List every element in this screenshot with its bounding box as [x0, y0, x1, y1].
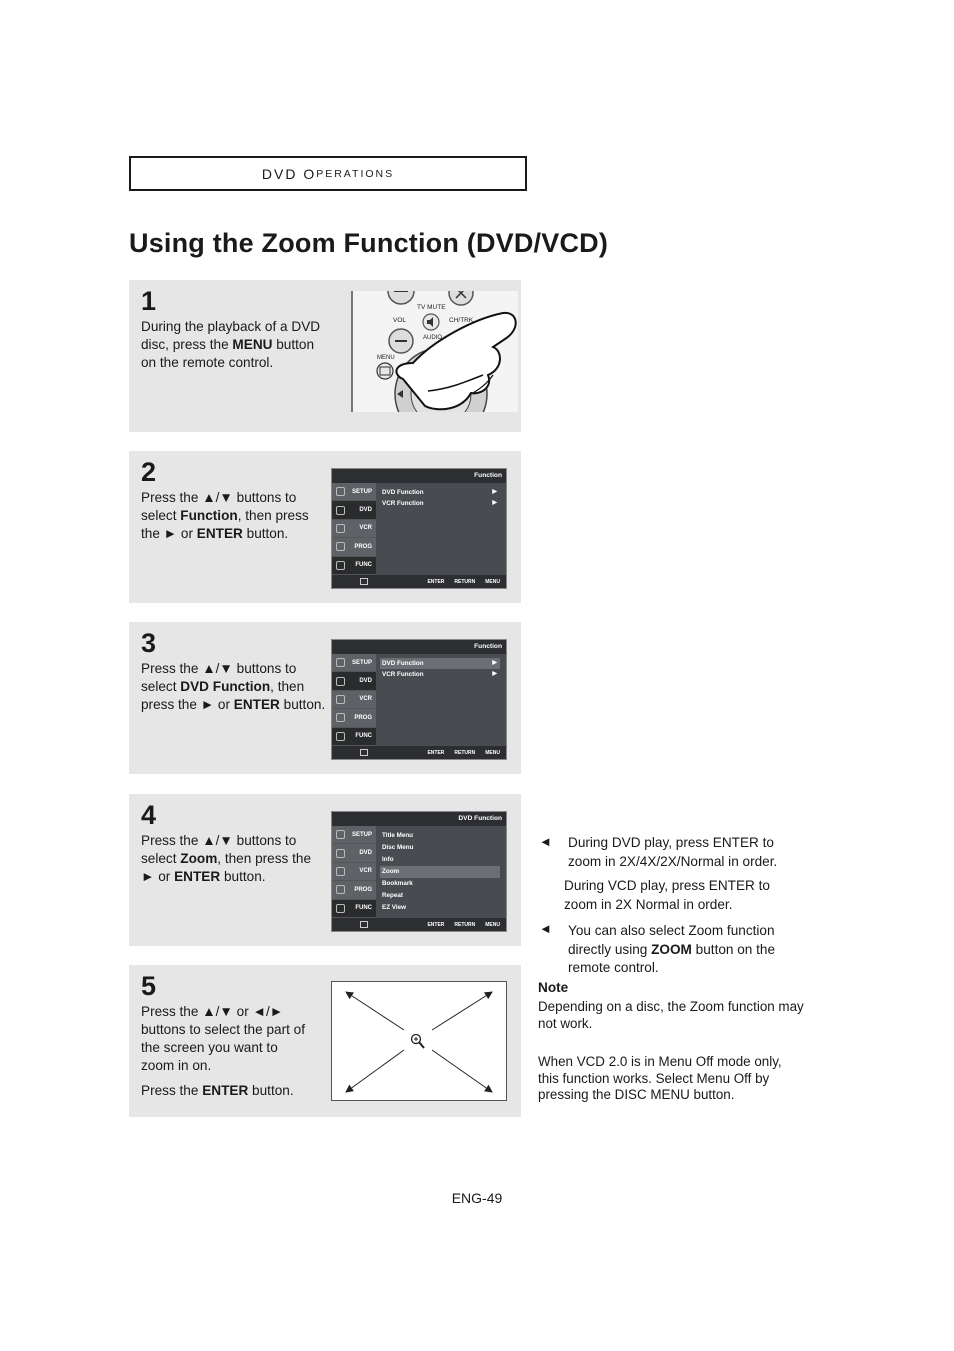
osd-menu — [380, 658, 500, 680]
osd-title: Function — [332, 469, 506, 483]
step-4 — [129, 794, 521, 946]
osd-sidebar-vcr: VCR — [332, 520, 376, 538]
remote-control-illustration — [351, 291, 518, 412]
osd-sidebar-vcr: VCR — [332, 863, 376, 881]
section-header-rest: PERATIONS — [316, 167, 395, 180]
clock-icon — [336, 542, 345, 551]
function-icon — [336, 561, 345, 570]
bullet-arrow-icon: ◄ — [539, 834, 552, 849]
osd-bottombar: ENTER RETURN MENU — [332, 918, 506, 931]
osd-sidebar-dvd: DVD — [332, 501, 376, 519]
note-vcd: When VCD 2.0 is in Menu Off mode only, this function works. Select Menu Off by pressing the DISC MENU button. — [538, 1054, 782, 1102]
dpad-icon — [360, 921, 368, 928]
osd-sidebar-dvd: DVD — [332, 844, 376, 862]
osd-sidebar-vcr: VCR — [332, 691, 376, 709]
disc-icon — [336, 677, 345, 686]
section-header-first: DVD O — [261, 165, 317, 182]
osd-screen — [331, 811, 507, 932]
gear-icon — [336, 830, 345, 839]
osd-menu-item: Repeat — [382, 892, 403, 899]
clock-icon — [336, 885, 345, 894]
osd-menu-item: DVD Function ▶ — [382, 489, 497, 496]
osd-sidebar-dvd: DVD — [332, 672, 376, 690]
remote-hand-icon — [353, 291, 518, 412]
osd-sidebar-setup: SETUP — [332, 826, 376, 844]
tape-icon — [336, 695, 345, 704]
osd-sidebar — [332, 654, 376, 746]
svg-text:VOL: VOL — [393, 317, 407, 324]
disc-icon — [336, 506, 345, 515]
step-3 — [129, 622, 521, 774]
svg-text:AUDIO: AUDIO — [423, 335, 443, 341]
step-number: 5 — [141, 971, 157, 1001]
osd-menu — [380, 830, 500, 914]
dpad-icon — [360, 749, 368, 756]
disc-icon — [336, 849, 345, 858]
tape-icon — [336, 867, 345, 876]
osd-sidebar-func: FUNC — [332, 557, 376, 575]
osd-screen — [331, 639, 507, 760]
arrow-right-icon: ▶ — [492, 489, 497, 495]
page-title: Using the Zoom Function (DVD/VCD) — [129, 228, 609, 258]
osd-title: Function — [332, 640, 506, 654]
zoom-arrows-icon — [332, 982, 506, 1100]
osd-menu-item-selected: DVD Function ▶ — [380, 658, 500, 669]
osd-menu-item-selected: Zoom — [380, 866, 500, 878]
zoom-diagram — [331, 981, 507, 1101]
osd-sidebar — [332, 826, 376, 918]
step-text: Press the ▲/▼ buttons to select Zoom, then press the ► or ENTER button. — [141, 833, 311, 884]
osd-sidebar-setup: SETUP — [332, 654, 376, 672]
osd-menu-item: Bookmark — [382, 880, 413, 887]
bullet-arrow-icon: ◄ — [539, 921, 552, 936]
step-1 — [129, 280, 521, 432]
arrow-right-icon: ▶ — [492, 500, 497, 506]
osd-menu — [380, 487, 500, 509]
step-number: 3 — [141, 628, 157, 658]
page-number: ENG-49 — [451, 1190, 503, 1206]
tip-zoom-button: You can also select Zoom function directly using ZOOM button on the remote control. — [568, 923, 776, 976]
note-disc: Depending on a disc, the Zoom function may not work. — [538, 999, 804, 1031]
osd-bottombar: ENTER RETURN MENU — [332, 575, 506, 588]
osd-menu-item: Title Menu — [382, 832, 414, 839]
osd-menu-item: Info — [382, 856, 394, 863]
step-2 — [129, 451, 521, 603]
dpad-icon — [360, 578, 368, 585]
osd-menu-item: Disc Menu — [382, 844, 414, 851]
osd-sidebar-func: FUNC — [332, 728, 376, 746]
step-number: 2 — [141, 457, 157, 487]
osd-title: DVD Function — [332, 812, 506, 826]
osd-screen — [331, 468, 507, 589]
osd-sidebar-prog: PROG — [332, 538, 376, 556]
svg-text:MENU: MENU — [377, 355, 395, 361]
osd-menu-item: VCR Function ▶ — [382, 671, 497, 678]
function-icon — [336, 904, 345, 913]
osd-sidebar-prog: PROG — [332, 709, 376, 727]
gear-icon — [336, 487, 345, 496]
osd-menu-item: EZ View — [382, 904, 407, 911]
tip-dvd-zoom: During DVD play, press ENTER to zoom in 2X/4X/2X/Normal in order. — [568, 835, 778, 869]
osd-sidebar-setup: SETUP — [332, 483, 376, 501]
step-text: Press the ▲/▼ buttons to select DVD Function, then press the ► or ENTER button. — [141, 661, 326, 712]
step-text: During the playback of a DVD disc, press the MENU button on the remote control. — [141, 319, 321, 370]
osd-bottombar: ENTER RETURN MENU — [332, 746, 506, 759]
step-number: 4 — [141, 800, 157, 830]
tape-icon — [336, 524, 345, 533]
step-text: Press the ▲/▼ or ◄/► buttons to select the part of the screen you want to zoom in on. Press the ENTER button. — [141, 1004, 305, 1098]
svg-text:TV MUTE: TV MUTE — [417, 304, 446, 311]
osd-sidebar-prog: PROG — [332, 881, 376, 899]
osd-menu-item: VCR Function ▶ — [382, 500, 497, 507]
step-text: Press the ▲/▼ buttons to select Function, then press the ► or ENTER button. — [141, 490, 309, 541]
step-number: 1 — [141, 286, 157, 316]
arrow-right-icon: ▶ — [492, 660, 497, 666]
osd-sidebar-func: FUNC — [332, 900, 376, 918]
svg-text:CH/TRK: CH/TRK — [449, 317, 474, 324]
tip-vcd-zoom: During VCD play, press ENTER to zoom in 2X Normal in order. — [564, 878, 770, 912]
arrow-right-icon: ▶ — [492, 671, 497, 677]
section-header — [129, 156, 527, 191]
clock-icon — [336, 713, 345, 722]
note-heading: Note — [538, 980, 569, 995]
gear-icon — [336, 658, 345, 667]
osd-sidebar — [332, 483, 376, 575]
step-5 — [129, 965, 521, 1117]
function-icon — [336, 732, 345, 741]
